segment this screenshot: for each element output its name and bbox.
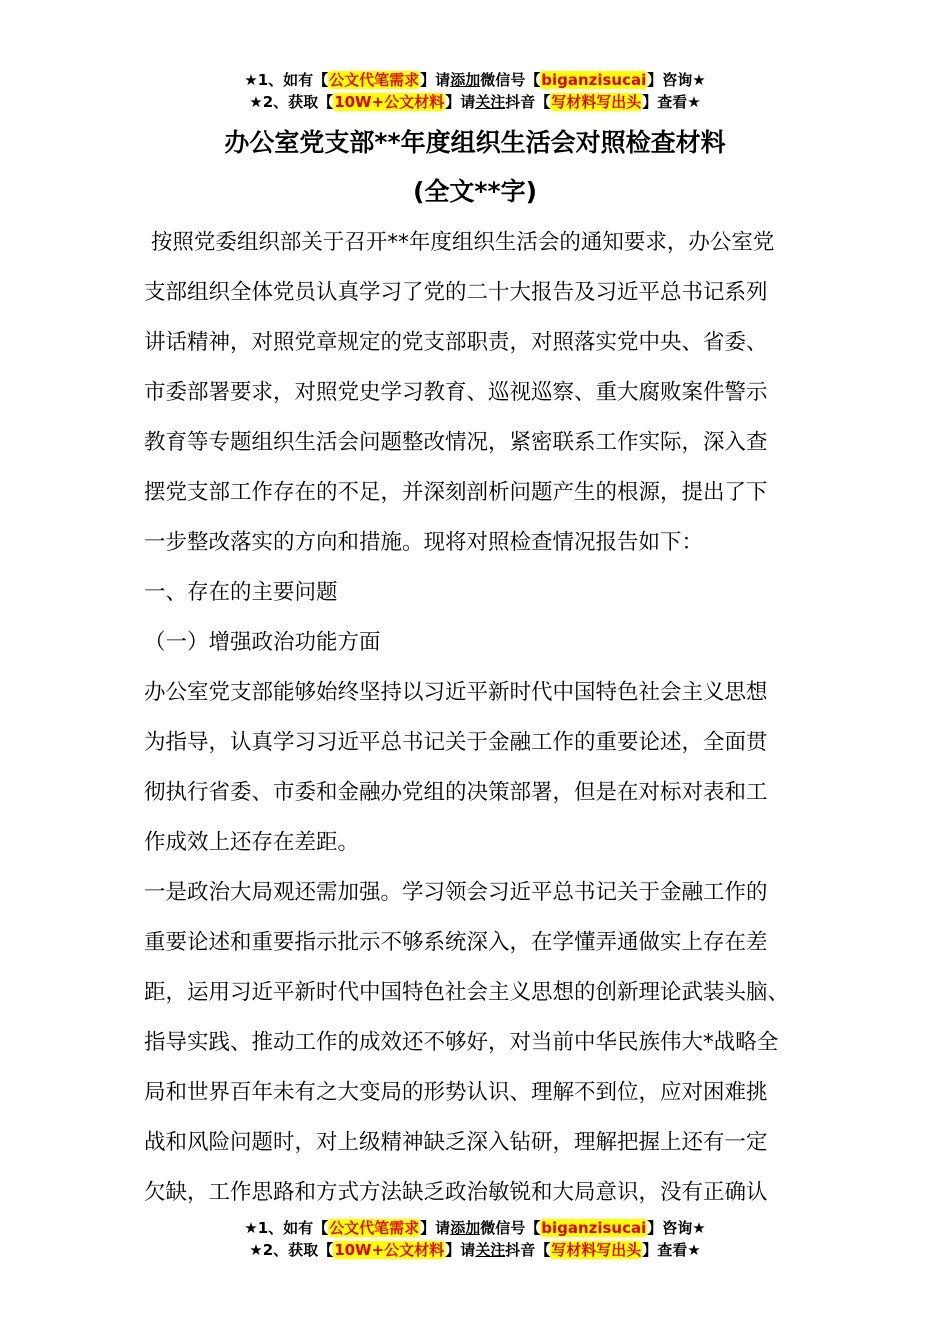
- body-line: 距，运用习近平新时代中国特色社会主义思想的创新理论武装头脑、: [144, 980, 790, 1005]
- promo-line-1: [0, 1217, 950, 1239]
- promo-banner-top: [0, 69, 950, 113]
- document-subtitle: (全文**字): [413, 177, 537, 206]
- promo-highlight: 10W+公文材料: [334, 1241, 445, 1259]
- subsection-heading: （一）增强政治功能方面: [144, 630, 381, 655]
- promo-highlight: 公文代笔需求: [329, 71, 420, 89]
- promo-douyin-id: 写材料写出头: [551, 93, 642, 111]
- promo-underline: 添加: [450, 71, 481, 89]
- promo-text: 微信号【: [480, 1219, 541, 1237]
- body-line: 市委部署要求，对照党史学习教育、巡视巡察、重大腐败案件警示: [144, 380, 768, 405]
- promo-text: 抖音【: [505, 93, 551, 111]
- promo-text: ★1、如有【: [244, 71, 329, 89]
- body-line: 一步整改落实的方向和措施。现将对照检查情况报告如下：: [144, 530, 704, 555]
- promo-text: 】查看★: [642, 93, 701, 111]
- body-line: 按照党委组织部关于召开**年度组织生活会的通知要求，办公室党: [144, 230, 775, 255]
- promo-text: 】查看★: [642, 1241, 701, 1259]
- body-line: 讲话精神，对照党章规定的党支部职责，对照落实党中央、省委、: [144, 330, 768, 355]
- promo-underline: 添加: [450, 1219, 481, 1237]
- body-line: 欠缺，工作思路和方式方法缺乏政治敏锐和大局意识，没有正确认: [144, 1180, 768, 1205]
- promo-text: 】请: [445, 1241, 476, 1259]
- promo-text: ★1、如有【: [244, 1219, 329, 1237]
- body-line: 办公室党支部能够始终坚持以习近平新时代中国特色社会主义思想: [144, 680, 768, 705]
- promo-line-2: [0, 91, 950, 113]
- body-line: 为指导，认真学习习近平总书记关于金融工作的重要论述，全面贯: [144, 730, 768, 755]
- promo-banner-bottom: [0, 1217, 950, 1261]
- promo-highlight: 10W+公文材料: [334, 93, 445, 111]
- promo-text: 】请: [445, 93, 476, 111]
- promo-line-1: [0, 69, 950, 91]
- body-line: 摆党支部工作存在的不足，并深刻剖析问题产生的根源，提出了下: [144, 480, 768, 505]
- section-heading: 一、存在的主要问题: [144, 580, 338, 605]
- promo-text: 】咨询★: [647, 1219, 706, 1237]
- promo-underline: 关注: [475, 1241, 506, 1259]
- body-line: 教育等专题组织生活会问题整改情况，紧密联系工作实际，深入查: [144, 430, 768, 455]
- promo-highlight: 公文代笔需求: [329, 1219, 420, 1237]
- promo-text: 】请: [420, 1219, 451, 1237]
- promo-wechat-id: biganzisucai: [541, 71, 647, 89]
- promo-line-2: [0, 1239, 950, 1261]
- promo-text: ★2、获取【: [249, 93, 334, 111]
- body-line: 一是政治大局观还需加强。学习领会习近平总书记关于金融工作的: [144, 880, 768, 905]
- promo-text: 】请: [420, 71, 451, 89]
- promo-wechat-id: biganzisucai: [541, 1219, 647, 1237]
- promo-douyin-id: 写材料写出头: [551, 1241, 642, 1259]
- document-body: [144, 218, 814, 1218]
- body-line: 支部组织全体党员认真学习了党的二十大报告及习近平总书记系列: [144, 280, 768, 305]
- body-line: 战和风险问题时，对上级精神缺乏深入钻研，理解把握上还有一定: [144, 1130, 768, 1155]
- promo-text: ★2、获取【: [249, 1241, 334, 1259]
- body-line: 彻执行省委、市委和金融办党组的决策部署，但是在对标对表和工: [144, 780, 768, 805]
- body-line: 指导实践、推动工作的成效还不够好，对当前中华民族伟大*战略全: [144, 1030, 779, 1055]
- promo-text: 微信号【: [480, 71, 541, 89]
- body-line: 重要论述和重要指示批示不够系统深入，在学懂弄通做实上存在差: [144, 930, 768, 955]
- document-title: 办公室党支部**年度组织生活会对照检查材料: [224, 128, 726, 157]
- body-line: 局和世界百年未有之大变局的形势认识、理解不到位，应对困难挑: [144, 1080, 768, 1105]
- body-line: 作成效上还存在差距。: [144, 830, 360, 855]
- promo-text: 抖音【: [505, 1241, 551, 1259]
- promo-text: 】咨询★: [647, 71, 706, 89]
- promo-underline: 关注: [475, 93, 506, 111]
